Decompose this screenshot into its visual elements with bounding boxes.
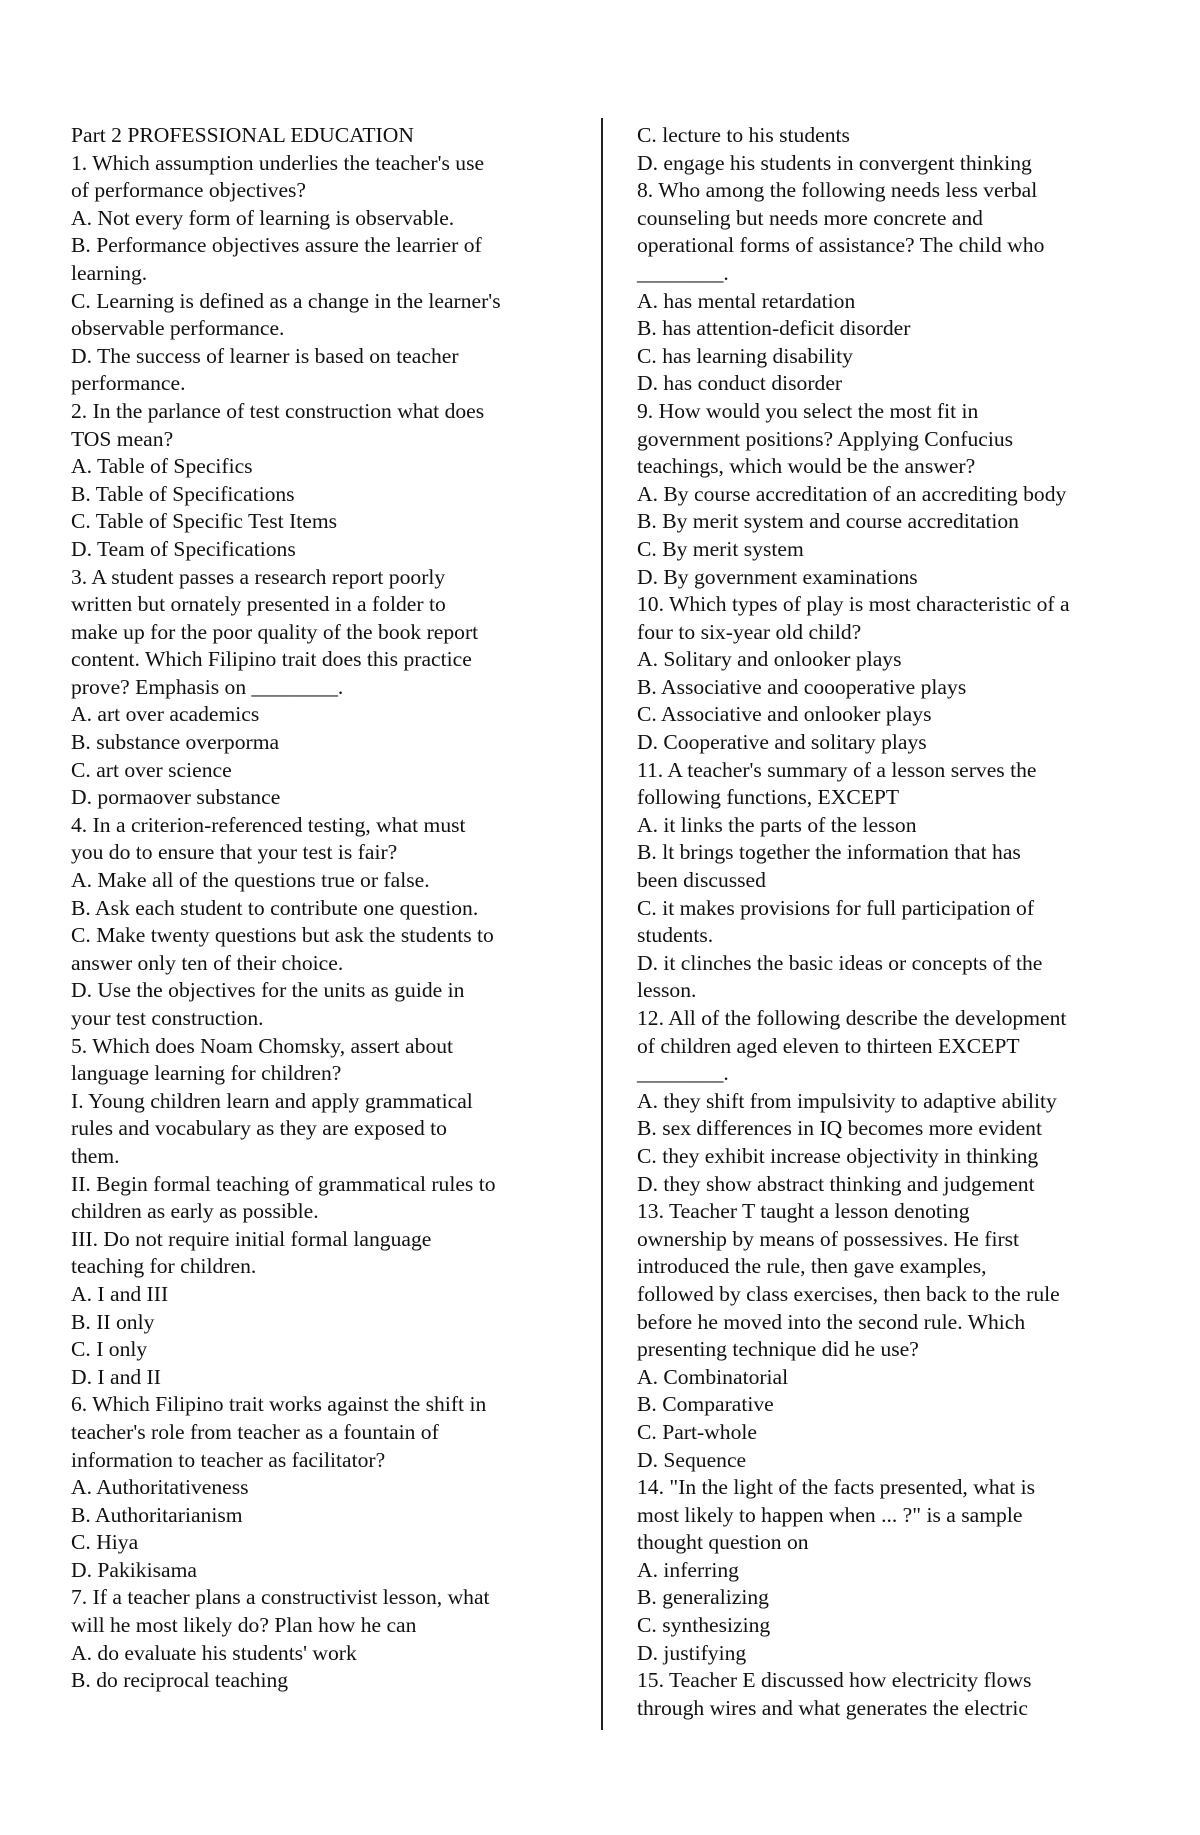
text-line: presenting technique did he use? (637, 1337, 919, 1362)
text-line: A. it links the parts of the lesson (637, 812, 917, 837)
text-line: C. art over science (71, 757, 232, 782)
text-line: rules and vocabulary as they are exposed to (71, 1116, 447, 1141)
text-line: thought question on (637, 1530, 809, 1555)
text-line: A. Make all of the questions true or false. (71, 868, 430, 893)
text-line: B. sex differences in IQ becomes more evident (637, 1116, 1042, 1141)
text-line: 10. Which types of play is most characteristic of a (637, 592, 1070, 617)
text-line: government positions? Applying Confucius (637, 426, 1014, 451)
text-line: D. Cooperative and solitary plays (637, 730, 927, 755)
text-line: counseling but needs more concrete and (637, 205, 983, 230)
text-line: A. Authoritativeness (71, 1475, 249, 1500)
text-line: ________. (637, 1061, 729, 1086)
text-line: ownership by means of possessives. He first (637, 1226, 1020, 1251)
text-line: B. substance overporma (71, 730, 280, 755)
text-line: C. Part-whole (637, 1419, 757, 1444)
text-line: A. Combinatorial (637, 1364, 789, 1389)
text-line: 8. Who among the following needs less verbal (637, 178, 1038, 203)
text-line: A. art over academics (71, 702, 260, 727)
text-line: teaching for children. (71, 1254, 257, 1279)
text-line: introduced the rule, then gave examples, (637, 1254, 987, 1279)
text-line: been discussed (637, 868, 766, 893)
text-line: lesson. (637, 978, 697, 1003)
text-line: B. lt brings together the information that has (637, 840, 1021, 865)
text-line: A. Not every form of learning is observable. (71, 205, 455, 230)
text-line: C. Make twenty questions but ask the students to (71, 923, 494, 948)
text-line: B. Associative and coooperative plays (637, 674, 967, 699)
text-line: C. Associative and onlooker plays (637, 702, 932, 727)
text-line: prove? Emphasis on ________. (71, 674, 344, 699)
text-line: observable performance. (71, 316, 285, 341)
text-line: D. By government examinations (637, 564, 918, 589)
text-line: make up for the poor quality of the book report (71, 619, 479, 644)
text-line: B. do reciprocal teaching (71, 1668, 289, 1693)
text-line: B. Table of Specifications (71, 481, 295, 506)
text-line: A. do evaluate his students' work (71, 1640, 357, 1665)
text-line: of children aged eleven to thirteen EXCEPT (637, 1033, 1020, 1058)
text-line: D. Team of Specifications (71, 536, 296, 561)
text-line: children as early as possible. (71, 1199, 319, 1224)
text-line: B. has attention-deficit disorder (637, 316, 911, 341)
text-line: B. By merit system and course accreditation (637, 509, 1019, 534)
text-line: D. Pakikisama (71, 1557, 197, 1582)
text-line: teachings, which would be the answer? (637, 454, 976, 479)
text-line: A. Solitary and onlooker plays (637, 647, 902, 672)
text-line: B. Comparative (637, 1392, 774, 1417)
text-line: your test construction. (71, 1006, 264, 1030)
text-line: D. The success of learner is based on teacher (71, 343, 459, 368)
text-line: 9. How would you select the most fit in (637, 398, 979, 423)
text-line: 6. Which Filipino trait works against the shift in (71, 1392, 487, 1417)
text-line: performance. (71, 371, 186, 396)
text-line: C. Table of Specific Test Items (71, 509, 338, 534)
text-line: C. has learning disability (637, 343, 853, 368)
text-line: D. Use the objectives for the units as guide in (71, 978, 465, 1003)
text-line: ________. (637, 260, 729, 285)
text-line: 15. Teacher E discussed how electricity flows (637, 1668, 1032, 1693)
text-line: B. Authoritarianism (71, 1502, 243, 1527)
text-line: 5. Which does Noam Chomsky, assert about (71, 1033, 454, 1058)
text-line: A. Table of Specifics (71, 454, 253, 479)
text-line: C. By merit system (637, 536, 804, 561)
text-line: 7. If a teacher plans a constructivist lesson, what (71, 1585, 490, 1610)
text-line: students. (637, 923, 714, 948)
text-line: A. I and III (71, 1281, 169, 1306)
left-column (71, 122, 571, 1695)
text-line: A. has mental retardation (637, 288, 856, 313)
text-line: D. engage his students in convergent thinking (637, 150, 1032, 175)
text-line: A. inferring (637, 1557, 739, 1582)
text-line: B. generalizing (637, 1585, 769, 1610)
text-line: C. it makes provisions for full participation of (637, 895, 1035, 920)
text-line: III. Do not require initial formal language (71, 1226, 432, 1251)
text-line: them. (71, 1143, 120, 1168)
text-line: followed by class exercises, then back to the rule (637, 1281, 1060, 1306)
text-line: C. Learning is defined as a change in the learner's (71, 288, 501, 313)
text-line: you do to ensure that your test is fair? (71, 840, 398, 865)
text-line: C. Hiya (71, 1530, 139, 1555)
text-line: D. Sequence (637, 1447, 747, 1472)
text-line: A. By course accreditation of an accrediting body (637, 481, 1067, 506)
text-line: II. Begin formal teaching of grammatical rules to (71, 1171, 496, 1196)
text-line: B. II only (71, 1309, 155, 1334)
text-line: information to teacher as facilitator? (71, 1447, 386, 1472)
text-line: D. it clinches the basic ideas or concepts of the (637, 950, 1043, 975)
text-line: D. they show abstract thinking and judgement (637, 1171, 1035, 1196)
text-line: teacher's role from teacher as a fountain of (71, 1419, 439, 1444)
text-line: 2. In the parlance of test construction what does (71, 398, 485, 423)
text-line: B. Ask each student to contribute one question. (71, 895, 479, 920)
text-line: 4. In a criterion-referenced testing, what must (71, 812, 466, 837)
text-line: C. lecture to his students (637, 123, 850, 147)
right-column (637, 122, 1147, 1722)
text-line: 14. "In the light of the facts presented, what is (637, 1475, 1035, 1500)
text-line: D. has conduct disorder (637, 371, 843, 396)
text-line: before he moved into the second rule. Which (637, 1309, 1026, 1334)
text-line: Part 2 PROFESSIONAL EDUCATION (71, 123, 414, 147)
text-line: will he most likely do? Plan how he can (71, 1613, 417, 1638)
text-line: learning. (71, 260, 148, 285)
text-line: B. Performance objectives assure the learrier of (71, 233, 482, 258)
text-line: C. they exhibit increase objectivity in thinking (637, 1143, 1039, 1168)
text-line: D. justifying (637, 1640, 747, 1665)
text-line: of performance objectives? (71, 178, 307, 203)
text-line: 13. Teacher T taught a lesson denoting (637, 1199, 970, 1224)
text-line: 12. All of the following describe the development (637, 1006, 1067, 1030)
text-line: following functions, EXCEPT (637, 785, 900, 810)
text-line: written but ornately presented in a folder to (71, 592, 446, 617)
text-line: most likely to happen when ... ?" is a sample (637, 1502, 1023, 1527)
text-line: 11. A teacher's summary of a lesson serves the (637, 757, 1037, 782)
text-line: 3. A student passes a research report poorly (71, 564, 446, 589)
text-line: TOS mean? (71, 426, 174, 451)
text-line: D. I and II (71, 1364, 161, 1389)
text-line: operational forms of assistance? The child who (637, 233, 1045, 258)
text-line: answer only ten of their choice. (71, 950, 344, 975)
text-line: A. they shift from impulsivity to adaptive ability (637, 1088, 1057, 1113)
text-line: language learning for children? (71, 1061, 342, 1086)
text-line: C. synthesizing (637, 1613, 771, 1638)
text-line: I. Young children learn and apply grammatical (71, 1088, 473, 1113)
text-line: content. Which Filipino trait does this practice (71, 647, 472, 672)
text-line: C. I only (71, 1337, 148, 1362)
text-line: four to six-year old child? (637, 619, 862, 644)
text-line: through wires and what generates the electric (637, 1695, 1028, 1720)
text-line: D. pormaover substance (71, 785, 281, 810)
text-line: 1. Which assumption underlies the teacher's use (71, 150, 485, 175)
column-divider (601, 118, 603, 1730)
